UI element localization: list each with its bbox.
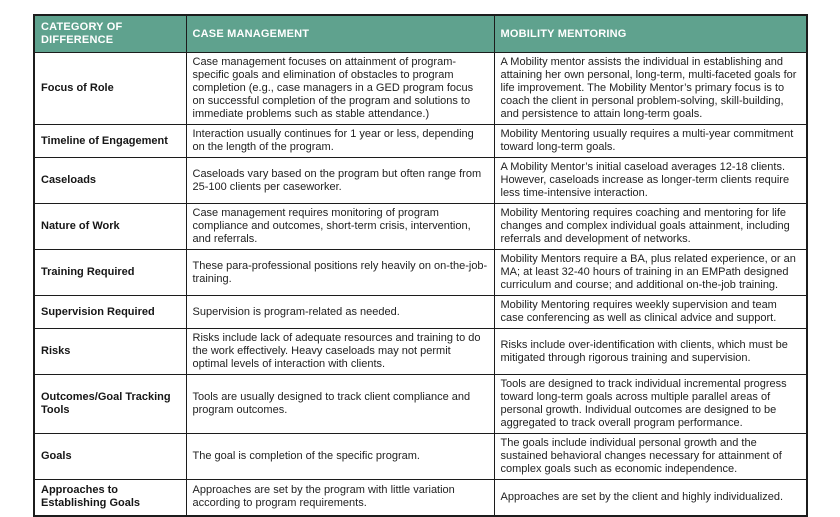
category-cell: Focus of Role: [34, 53, 186, 125]
category-cell: Risks: [34, 329, 186, 375]
table-row: [34, 158, 807, 204]
case-management-cell: Caseloads vary based on the program but often range from 25-100 clients per caseworker.: [186, 158, 494, 204]
case-management-cell: Case management requires monitoring of program compliance and outcomes, short-term crisis, intervention, and referrals.: [186, 204, 494, 250]
table-row: [34, 296, 807, 329]
mobility-mentoring-cell: Tools are designed to track individual incremental progress toward long-term goals across multiple parallel areas of personal growth. Individual outcomes are designed to be aggregated to track overall program performance.: [494, 375, 807, 434]
table-row: [34, 329, 807, 375]
mobility-mentoring-cell: Mobility Mentoring requires coaching and mentoring for life changes and complex individual goals attainment, including referrals and development of networks.: [494, 204, 807, 250]
case-management-cell: The goal is completion of the specific program.: [186, 434, 494, 480]
mobility-mentoring-cell: Mobility Mentoring usually requires a multi-year commitment toward long-term goals.: [494, 125, 807, 158]
header-row: [34, 15, 807, 53]
category-cell: Approaches to Establishing Goals: [34, 480, 186, 516]
case-management-cell: Interaction usually continues for 1 year or less, depending on the length of the program.: [186, 125, 494, 158]
header-mobility-mentoring: MOBILITY MENTORING: [494, 15, 807, 53]
table-row: [34, 125, 807, 158]
comparison-table-container: [33, 14, 808, 517]
case-management-cell: Case management focuses on attainment of program-specific goals and elimination of obstacles to program completion (e.g., case managers in a GED program focus on successful completion of the program and solutions to immediate problems such as stable attendance.): [186, 53, 494, 125]
category-cell: Timeline of Engagement: [34, 125, 186, 158]
table-row: [34, 434, 807, 480]
comparison-table: [33, 14, 808, 517]
mobility-mentoring-cell: The goals include individual personal growth and the sustained behavioral changes necessary for attainment of complex goals such as economic independence.: [494, 434, 807, 480]
category-cell: Outcomes/Goal Tracking Tools: [34, 375, 186, 434]
table-row: [34, 204, 807, 250]
case-management-cell: Risks include lack of adequate resources and training to do the work effectively. Heavy caseloads may not permit optimal levels of interaction with clients.: [186, 329, 494, 375]
mobility-mentoring-cell: A Mobility mentor assists the individual in establishing and attaining her own personal, long-term, multi-faceted goals for life improvement. The Mobility Mentor’s primary focus is to coach the client in personal problem-solving, skill-building, and persistence to attain long-term goals.: [494, 53, 807, 125]
header-case-management: CASE MANAGEMENT: [186, 15, 494, 53]
case-management-cell: Approaches are set by the program with little variation according to program requirements.: [186, 480, 494, 516]
header-category-of-difference: CATEGORY OF DIFFERENCE: [34, 15, 186, 53]
mobility-mentoring-cell: Mobility Mentors require a BA, plus related experience, or an MA; at least 32-40 hours of training in an EMPath designed curriculum and course; and additional on-the-job training.: [494, 250, 807, 296]
category-cell: Training Required: [34, 250, 186, 296]
case-management-cell: These para-professional positions rely heavily on on-the-job-training.: [186, 250, 494, 296]
category-cell: Goals: [34, 434, 186, 480]
table-row: [34, 480, 807, 516]
category-cell: Caseloads: [34, 158, 186, 204]
category-cell: Nature of Work: [34, 204, 186, 250]
case-management-cell: Tools are usually designed to track client compliance and program outcomes.: [186, 375, 494, 434]
category-cell: Supervision Required: [34, 296, 186, 329]
mobility-mentoring-cell: A Mobility Mentor’s initial caseload averages 12-18 clients. However, caseloads increase as longer-term clients require less time-intensive interaction.: [494, 158, 807, 204]
mobility-mentoring-cell: Risks include over-identification with clients, which must be mitigated through rigorous training and supervision.: [494, 329, 807, 375]
mobility-mentoring-cell: Mobility Mentoring requires weekly supervision and team case conferencing as well as clinical advice and support.: [494, 296, 807, 329]
table-row: [34, 53, 807, 125]
table-row: [34, 375, 807, 434]
mobility-mentoring-cell: Approaches are set by the client and highly individualized.: [494, 480, 807, 516]
table-row: [34, 250, 807, 296]
case-management-cell: Supervision is program-related as needed.: [186, 296, 494, 329]
